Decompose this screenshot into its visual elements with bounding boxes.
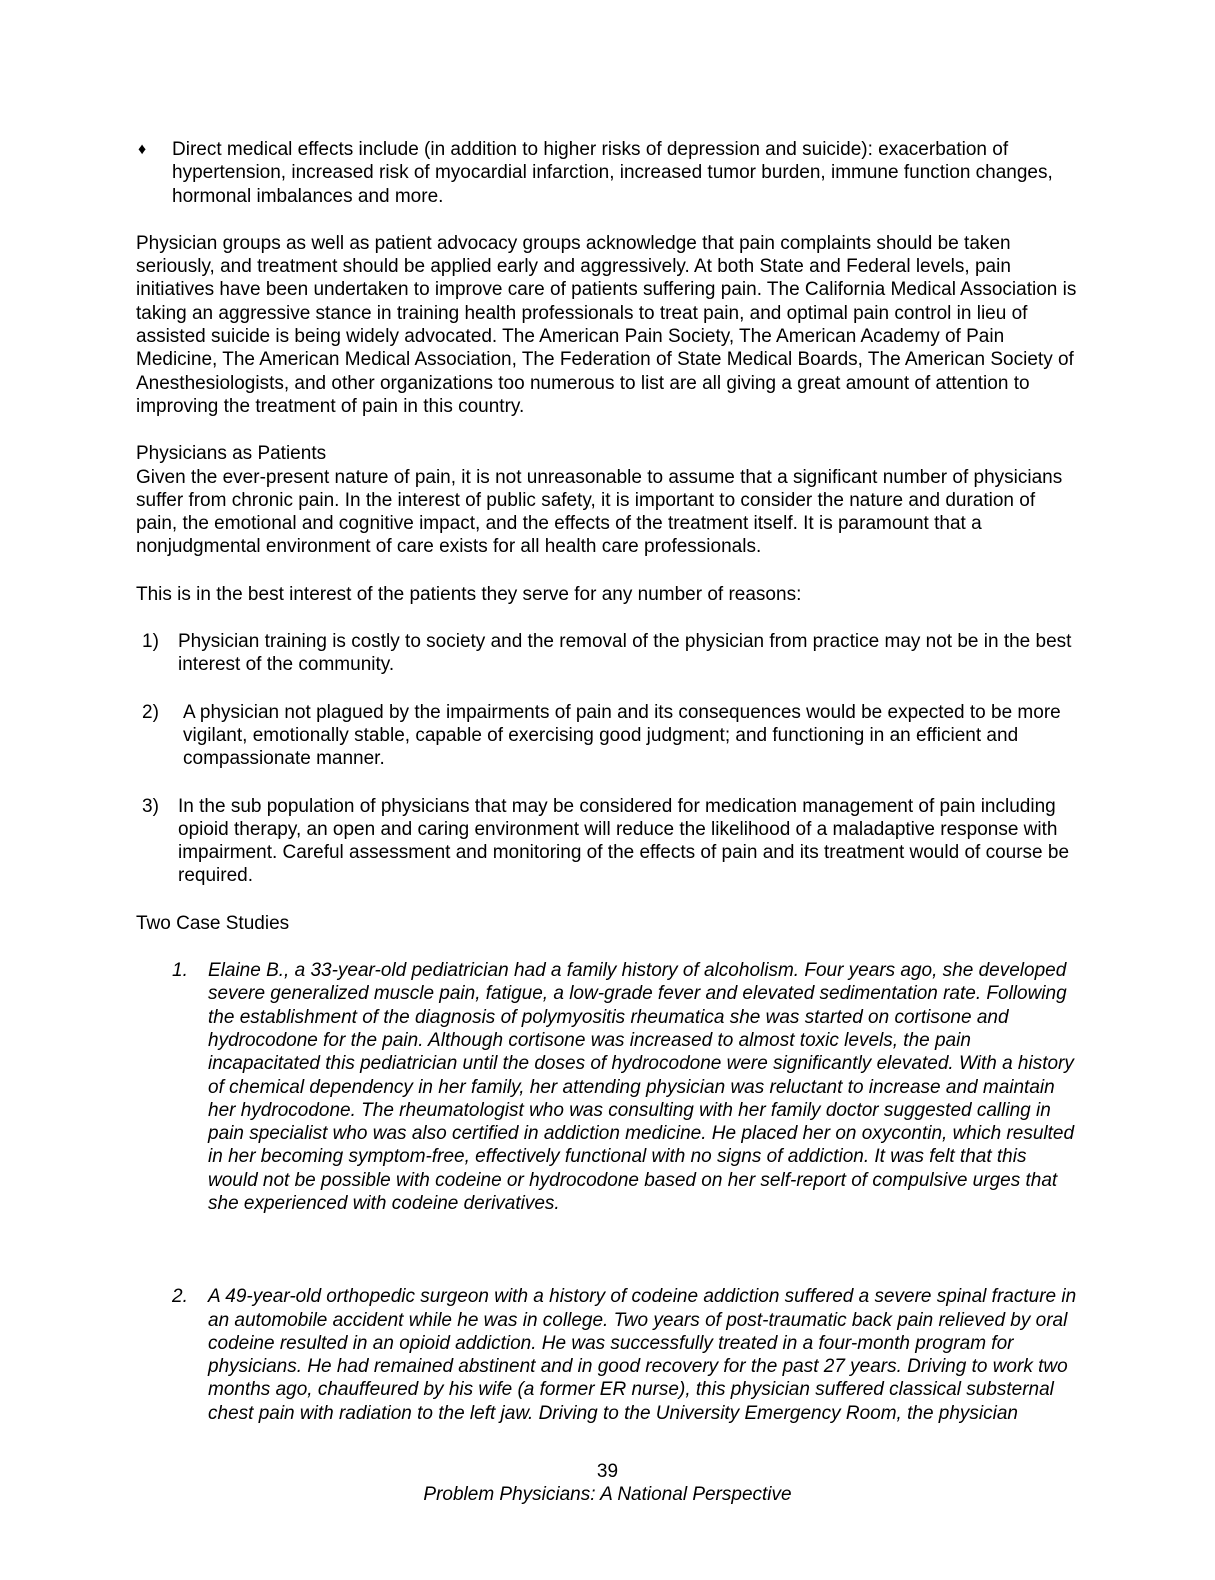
case-marker: 2.	[172, 1286, 188, 1308]
case-marker: 1.	[172, 960, 188, 982]
list-item	[136, 701, 1081, 771]
list-marker: 2)	[142, 701, 159, 723]
physicians-as-patients-body: Given the ever-present nature of pain, it is not unreasonable to assume that a significant number of physicians suffer from chronic pain. In the interest of public safety, it is important to consider the nature and duration of pain, the emotional and cognitive impact, and the effects of the treatment itself. It is paramount that a nonjudgmental environment of care exists for all health care professionals.	[136, 466, 1063, 558]
case-study	[172, 959, 1081, 1215]
reasons-list	[136, 630, 1081, 888]
case-studies-heading: Two Case Studies	[136, 912, 290, 934]
case-studies-list	[136, 959, 1081, 1425]
bullet-text: Direct medical effects include (in addition to higher risks of depression and suicide): exacerbation of hypertension, increased risk of myocardial infarction, increased tumor burden, immune function changes, hormonal imbalances and more.	[172, 139, 1053, 207]
physicians-as-patients-heading: Physicians as Patients	[136, 443, 327, 465]
diamond-bullet-icon: ♦	[138, 141, 147, 158]
page-number: 39	[596, 1461, 619, 1482]
list-marker: 1)	[142, 631, 159, 653]
document-title: Problem Physicians: A National Perspective	[423, 1484, 792, 1506]
list-item-text: Physician training is costly to society and the removal of the physician from practice may not be in the best interest of the community.	[178, 631, 1072, 676]
case-study-text: Elaine B., a 33-year-old pediatrician had a family history of alcoholism. Four years ago, she developed severe generalized muscle pain, fatigue, a low-grade fever and elevated sedimentation rate. Following the establishment of the diagnosis of polymyositis rheumatica she was started on cortisone and hydrocodone for the pain. Although cortisone was increased to almost toxic levels, the pain incapacitated this pediatrician until the doses of hydrocodone were significantly elevated. With a history of chemical dependency in her family, her attending physician was reluctant to increase and maintain her hydrocodone. The rheumatologist who was consulting with her family doctor suggested calling in pain specialist who was also certified in addiction medicine. He placed her on oxycontin, which resulted in her becoming symptom-free, effectively functional with no signs of addiction. It was felt that this would not be possible with codeine or hydrocodone based on her self-report of compulsive urges that she experienced with codeine derivatives.	[208, 960, 1075, 1214]
reasons-intro: This is in the best interest of the patients they serve for any number of reasons:	[136, 583, 802, 605]
list-marker: 3)	[142, 795, 159, 817]
case-study	[172, 1285, 1081, 1425]
list-item	[136, 630, 1081, 677]
document-body	[136, 138, 1081, 1425]
advocacy-paragraph: Physician groups as well as patient advocacy groups acknowledge that pain complaints should be taken seriously, and treatment should be applied early and aggressively. At both State and Federal levels, pain initiatives have been undertaken to improve care of patients suffering pain. The California Medical Association is taking an aggressive stance in training health professionals to treat pain, and optimal pain control in lieu of assisted suicide is being widely advocated. The American Pain Society, The American Academy of Pain Medicine, The American Medical Association, The Federation of State Medical Boards, The American Society of Anesthesiologists, and other organizations too numerous to list are all giving a great amount of attention to improving the treatment of pain in this country.	[136, 232, 1077, 417]
list-item-text: A physician not plagued by the impairments of pain and its consequences would be expected to be more vigilant, emotionally stable, capable of exercising good judgment; and functioning in an efficient and compassionate manner.	[183, 701, 1061, 770]
page-footer	[0, 1460, 1215, 1507]
list-item-text: In the sub population of physicians that may be considered for medication management of pain including opioid therapy, an open and caring environment will reduce the likelihood of a maladaptive response with impairment. Careful assessment and monitoring of the effects of pain and its treatment would of course be required.	[178, 795, 1070, 887]
case-study-text: A 49-year-old orthopedic surgeon with a history of codeine addiction suffered a severe spinal fracture in an automobile accident while he was in college. Two years of post-traumatic back pain relieved by oral codeine resulted in an opioid addiction. He was successfully treated in a four-month program for physicians. He had remained abstinent and in good recovery for the past 27 years. Driving to work two months ago, chauffeured by his wife (a former ER nurse), this physician suffered classical substernal chest pain with radiation to the left jaw. Driving to the University Emergency Room, the physician	[208, 1286, 1077, 1424]
bullet-item	[136, 138, 1081, 208]
list-item	[136, 795, 1081, 888]
